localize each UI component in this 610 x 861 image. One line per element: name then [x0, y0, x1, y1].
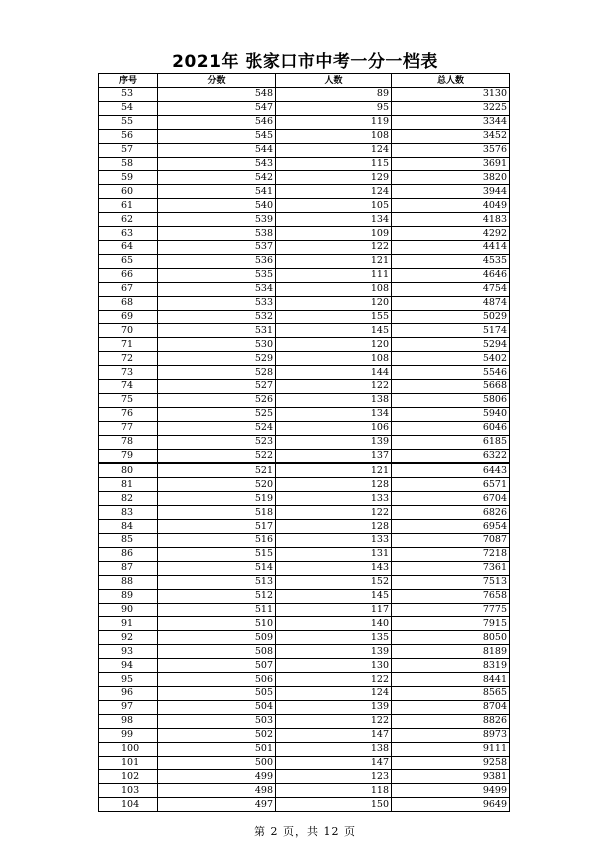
- row-score: 514: [158, 561, 276, 575]
- row-index: 97: [99, 700, 158, 714]
- row-count: 118: [276, 784, 392, 798]
- row-total: 8319: [392, 659, 510, 673]
- row-total: 8189: [392, 645, 510, 659]
- row-index: 79: [99, 449, 158, 463]
- table-row: [99, 547, 510, 561]
- table-row: [99, 254, 510, 268]
- row-count: 137: [276, 449, 392, 463]
- row-score: 534: [158, 282, 276, 296]
- row-index: 60: [99, 185, 158, 199]
- row-score: 500: [158, 756, 276, 770]
- row-index: 77: [99, 421, 158, 435]
- table-row: [99, 240, 510, 254]
- row-count: 144: [276, 366, 392, 380]
- row-total: 6954: [392, 520, 510, 534]
- row-score: 547: [158, 101, 276, 115]
- table-row: [99, 645, 510, 659]
- row-index: 95: [99, 673, 158, 687]
- row-total: 4754: [392, 282, 510, 296]
- row-score: 517: [158, 520, 276, 534]
- row-index: 103: [99, 784, 158, 798]
- row-score: 546: [158, 115, 276, 129]
- table-row: [99, 714, 510, 728]
- table-row: [99, 506, 510, 520]
- row-score: 507: [158, 659, 276, 673]
- row-index: 56: [99, 129, 158, 143]
- row-index: 89: [99, 589, 158, 603]
- table-row: [99, 129, 510, 143]
- row-index: 78: [99, 435, 158, 449]
- row-total: 6185: [392, 435, 510, 449]
- row-index: 72: [99, 352, 158, 366]
- row-score: 540: [158, 199, 276, 213]
- row-index: 81: [99, 478, 158, 492]
- row-total: 6322: [392, 449, 510, 463]
- table-row: [99, 561, 510, 575]
- table-row: [99, 798, 510, 812]
- row-total: 7513: [392, 575, 510, 589]
- table-row: [99, 115, 510, 129]
- table-row: [99, 296, 510, 310]
- row-score: 501: [158, 742, 276, 756]
- row-score: 510: [158, 617, 276, 631]
- row-total: 5546: [392, 366, 510, 380]
- row-score: 508: [158, 645, 276, 659]
- row-score: 518: [158, 506, 276, 520]
- row-score: 515: [158, 547, 276, 561]
- row-count: 122: [276, 506, 392, 520]
- row-total: 4049: [392, 199, 510, 213]
- row-score: 513: [158, 575, 276, 589]
- row-count: 139: [276, 435, 392, 449]
- row-count: 147: [276, 756, 392, 770]
- row-count: 145: [276, 589, 392, 603]
- row-total: 7658: [392, 589, 510, 603]
- row-score: 532: [158, 310, 276, 324]
- table-row: [99, 575, 510, 589]
- row-count: 111: [276, 268, 392, 282]
- row-total: 7915: [392, 617, 510, 631]
- row-count: 134: [276, 213, 392, 227]
- row-total: 4874: [392, 296, 510, 310]
- table-row: [99, 213, 510, 227]
- row-total: 5029: [392, 310, 510, 324]
- row-total: 3452: [392, 129, 510, 143]
- row-index: 94: [99, 659, 158, 673]
- row-index: 59: [99, 171, 158, 185]
- table-row: [99, 700, 510, 714]
- table-row: [99, 756, 510, 770]
- row-count: 131: [276, 547, 392, 561]
- table-row: [99, 435, 510, 449]
- row-index: 98: [99, 714, 158, 728]
- row-index: 80: [99, 463, 158, 477]
- row-count: 130: [276, 659, 392, 673]
- row-score: 521: [158, 463, 276, 477]
- table-row: [99, 199, 510, 213]
- row-index: 58: [99, 157, 158, 171]
- row-score: 523: [158, 435, 276, 449]
- table-row: [99, 393, 510, 407]
- row-total: 4183: [392, 213, 510, 227]
- row-index: 54: [99, 101, 158, 115]
- row-total: 7361: [392, 561, 510, 575]
- row-index: 55: [99, 115, 158, 129]
- row-count: 121: [276, 254, 392, 268]
- row-index: 62: [99, 213, 158, 227]
- row-total: 6046: [392, 421, 510, 435]
- row-index: 69: [99, 310, 158, 324]
- table-row: [99, 282, 510, 296]
- row-count: 139: [276, 700, 392, 714]
- row-total: 5402: [392, 352, 510, 366]
- row-score: 537: [158, 240, 276, 254]
- row-count: 155: [276, 310, 392, 324]
- row-total: 6443: [392, 463, 510, 477]
- table-row: [99, 324, 510, 338]
- row-score: 541: [158, 185, 276, 199]
- row-count: 119: [276, 115, 392, 129]
- row-count: 95: [276, 101, 392, 115]
- row-score: 530: [158, 338, 276, 352]
- row-total: 8826: [392, 714, 510, 728]
- table-row: [99, 659, 510, 673]
- row-count: 89: [276, 88, 392, 102]
- table-row: [99, 728, 510, 742]
- row-score: 503: [158, 714, 276, 728]
- row-index: 88: [99, 575, 158, 589]
- row-count: 152: [276, 575, 392, 589]
- table-header-row: [99, 74, 510, 88]
- row-index: 65: [99, 254, 158, 268]
- row-index: 66: [99, 268, 158, 282]
- row-total: 6571: [392, 478, 510, 492]
- row-index: 104: [99, 798, 158, 812]
- table-row: [99, 352, 510, 366]
- row-score: 509: [158, 631, 276, 645]
- row-index: 82: [99, 492, 158, 506]
- row-count: 143: [276, 561, 392, 575]
- row-total: 4414: [392, 240, 510, 254]
- table-row: [99, 673, 510, 687]
- row-score: 497: [158, 798, 276, 812]
- row-score: 506: [158, 673, 276, 687]
- row-score: 542: [158, 171, 276, 185]
- table-row: [99, 407, 510, 421]
- table-row: [99, 268, 510, 282]
- row-count: 128: [276, 520, 392, 534]
- table-row: [99, 742, 510, 756]
- score-table: [98, 73, 510, 812]
- table-row: [99, 88, 510, 102]
- row-total: 9258: [392, 756, 510, 770]
- row-count: 133: [276, 492, 392, 506]
- table-row: [99, 338, 510, 352]
- row-index: 91: [99, 617, 158, 631]
- header-total: 总人数: [392, 74, 510, 88]
- row-score: 527: [158, 380, 276, 394]
- table-row: [99, 631, 510, 645]
- row-index: 71: [99, 338, 158, 352]
- row-score: 525: [158, 407, 276, 421]
- row-total: 3944: [392, 185, 510, 199]
- row-count: 145: [276, 324, 392, 338]
- row-count: 122: [276, 240, 392, 254]
- row-score: 526: [158, 393, 276, 407]
- table-row: [99, 617, 510, 631]
- row-index: 74: [99, 380, 158, 394]
- table-row: [99, 310, 510, 324]
- header-score: 分数: [158, 74, 276, 88]
- row-score: 528: [158, 366, 276, 380]
- row-count: 134: [276, 407, 392, 421]
- row-score: 538: [158, 227, 276, 241]
- row-count: 105: [276, 199, 392, 213]
- row-score: 522: [158, 449, 276, 463]
- table-row: [99, 380, 510, 394]
- row-index: 75: [99, 393, 158, 407]
- table-row: [99, 463, 510, 477]
- row-total: 8973: [392, 728, 510, 742]
- row-count: 123: [276, 770, 392, 784]
- row-index: 102: [99, 770, 158, 784]
- row-total: 3820: [392, 171, 510, 185]
- table-row: [99, 227, 510, 241]
- row-count: 147: [276, 728, 392, 742]
- table-row: [99, 520, 510, 534]
- row-index: 92: [99, 631, 158, 645]
- row-total: 9111: [392, 742, 510, 756]
- row-total: 4646: [392, 268, 510, 282]
- row-index: 90: [99, 603, 158, 617]
- row-count: 128: [276, 478, 392, 492]
- row-total: 5806: [392, 393, 510, 407]
- row-total: 6704: [392, 492, 510, 506]
- row-index: 99: [99, 728, 158, 742]
- row-total: 7775: [392, 603, 510, 617]
- row-count: 138: [276, 393, 392, 407]
- row-count: 129: [276, 171, 392, 185]
- row-total: 6826: [392, 506, 510, 520]
- row-count: 139: [276, 645, 392, 659]
- table-row: [99, 478, 510, 492]
- header-count: 人数: [276, 74, 392, 88]
- row-score: 516: [158, 534, 276, 548]
- row-total: 7087: [392, 534, 510, 548]
- row-total: 4535: [392, 254, 510, 268]
- row-total: 3130: [392, 88, 510, 102]
- table-row: [99, 534, 510, 548]
- row-total: 8704: [392, 700, 510, 714]
- row-score: 499: [158, 770, 276, 784]
- table-row: [99, 603, 510, 617]
- row-index: 84: [99, 520, 158, 534]
- row-score: 539: [158, 213, 276, 227]
- row-total: 7218: [392, 547, 510, 561]
- row-total: 9649: [392, 798, 510, 812]
- row-index: 63: [99, 227, 158, 241]
- row-score: 544: [158, 143, 276, 157]
- row-score: 524: [158, 421, 276, 435]
- row-index: 93: [99, 645, 158, 659]
- row-count: 140: [276, 617, 392, 631]
- row-total: 8050: [392, 631, 510, 645]
- row-score: 505: [158, 686, 276, 700]
- row-index: 61: [99, 199, 158, 213]
- row-count: 122: [276, 380, 392, 394]
- row-score: 548: [158, 88, 276, 102]
- row-total: 4292: [392, 227, 510, 241]
- row-total: 3344: [392, 115, 510, 129]
- row-index: 70: [99, 324, 158, 338]
- row-total: 5940: [392, 407, 510, 421]
- row-score: 511: [158, 603, 276, 617]
- header-index: 序号: [99, 74, 158, 88]
- row-score: 531: [158, 324, 276, 338]
- row-score: 502: [158, 728, 276, 742]
- row-total: 9499: [392, 784, 510, 798]
- table-row: [99, 101, 510, 115]
- row-index: 83: [99, 506, 158, 520]
- table-row: [99, 784, 510, 798]
- row-score: 536: [158, 254, 276, 268]
- row-count: 121: [276, 463, 392, 477]
- row-index: 53: [99, 88, 158, 102]
- table-row: [99, 421, 510, 435]
- row-index: 68: [99, 296, 158, 310]
- table-row: [99, 185, 510, 199]
- row-total: 9381: [392, 770, 510, 784]
- row-total: 8565: [392, 686, 510, 700]
- row-index: 85: [99, 534, 158, 548]
- row-count: 120: [276, 296, 392, 310]
- row-count: 106: [276, 421, 392, 435]
- row-index: 100: [99, 742, 158, 756]
- row-total: 3691: [392, 157, 510, 171]
- row-score: 498: [158, 784, 276, 798]
- row-index: 101: [99, 756, 158, 770]
- row-index: 86: [99, 547, 158, 561]
- table-row: [99, 770, 510, 784]
- table-row: [99, 686, 510, 700]
- row-total: 5294: [392, 338, 510, 352]
- row-count: 108: [276, 352, 392, 366]
- page-title: 2021年 张家口市中考一分一档表: [172, 52, 438, 72]
- row-total: 5174: [392, 324, 510, 338]
- row-total: 3225: [392, 101, 510, 115]
- row-count: 150: [276, 798, 392, 812]
- row-count: 124: [276, 185, 392, 199]
- row-index: 73: [99, 366, 158, 380]
- row-score: 520: [158, 478, 276, 492]
- row-count: 120: [276, 338, 392, 352]
- table-row: [99, 143, 510, 157]
- row-total: 8441: [392, 673, 510, 687]
- row-index: 57: [99, 143, 158, 157]
- row-score: 512: [158, 589, 276, 603]
- row-index: 76: [99, 407, 158, 421]
- row-score: 529: [158, 352, 276, 366]
- table-body: [99, 88, 510, 812]
- table-row: [99, 171, 510, 185]
- row-count: 108: [276, 282, 392, 296]
- row-score: 533: [158, 296, 276, 310]
- row-index: 87: [99, 561, 158, 575]
- row-count: 117: [276, 603, 392, 617]
- table-row: [99, 449, 510, 463]
- row-score: 545: [158, 129, 276, 143]
- row-count: 122: [276, 714, 392, 728]
- row-index: 96: [99, 686, 158, 700]
- table-row: [99, 157, 510, 171]
- table-row: [99, 366, 510, 380]
- row-count: 115: [276, 157, 392, 171]
- row-count: 124: [276, 143, 392, 157]
- row-total: 5668: [392, 380, 510, 394]
- table-row: [99, 589, 510, 603]
- row-score: 543: [158, 157, 276, 171]
- row-count: 124: [276, 686, 392, 700]
- row-total: 3576: [392, 143, 510, 157]
- row-count: 109: [276, 227, 392, 241]
- page-footer: 第 2 页，共 12 页: [254, 825, 356, 838]
- row-index: 64: [99, 240, 158, 254]
- row-count: 135: [276, 631, 392, 645]
- row-score: 519: [158, 492, 276, 506]
- row-score: 504: [158, 700, 276, 714]
- table-row: [99, 492, 510, 506]
- row-count: 133: [276, 534, 392, 548]
- row-index: 67: [99, 282, 158, 296]
- row-score: 535: [158, 268, 276, 282]
- row-count: 108: [276, 129, 392, 143]
- row-count: 122: [276, 673, 392, 687]
- row-count: 138: [276, 742, 392, 756]
